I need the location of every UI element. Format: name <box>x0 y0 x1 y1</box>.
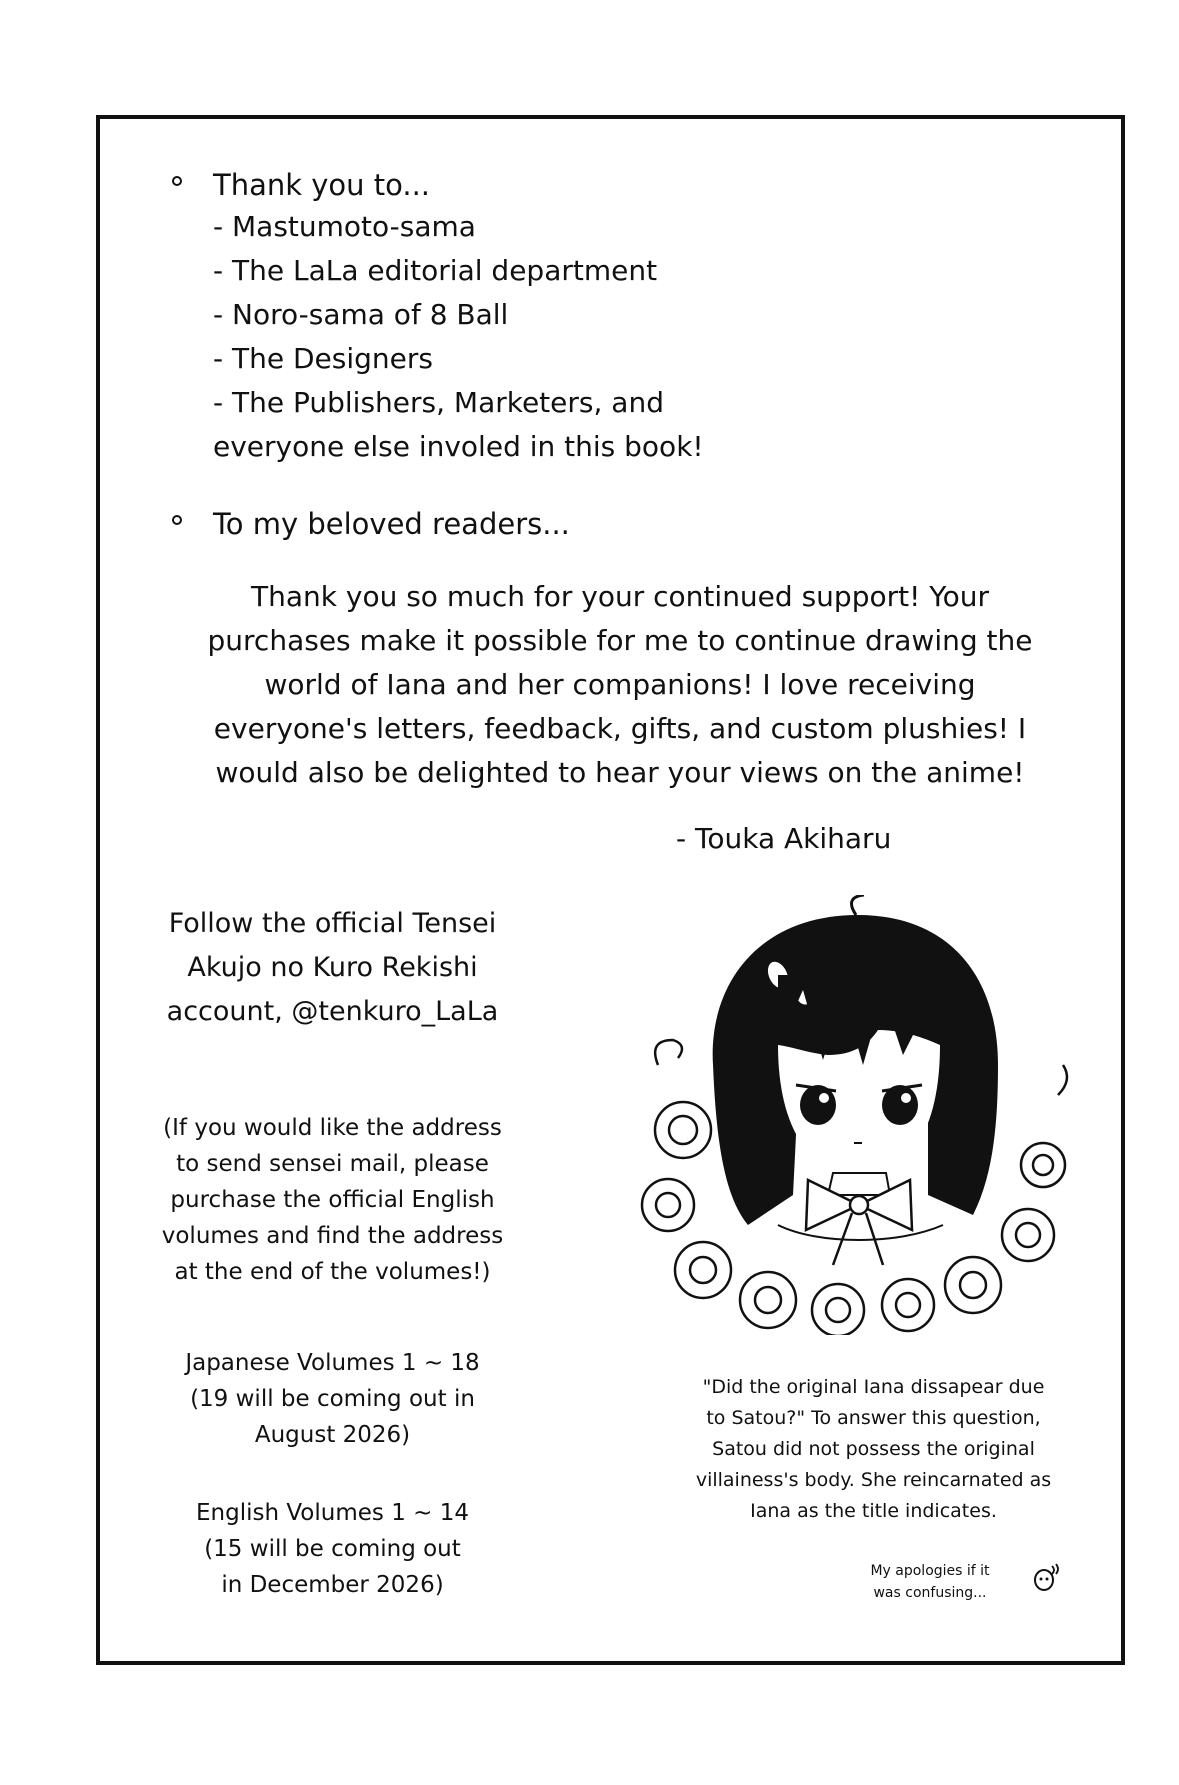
bullet-icon <box>172 176 182 186</box>
message-line: everyone's letters, feedback, gifts, and custom plushies! I <box>213 712 1027 745</box>
readers-heading: To my beloved readers... <box>213 507 570 541</box>
jp-line: (19 will be coming out in <box>190 1386 475 1412</box>
caption-line: Iana as the title indicates. <box>750 1500 997 1522</box>
follow-line: account, @tenkuro_LaLa <box>166 996 499 1027</box>
mail-line: purchase the official English <box>170 1187 495 1213</box>
credit-item: - The Publishers, Marketers, and <box>213 386 664 419</box>
readers-message <box>140 575 1100 795</box>
mail-line: volumes and find the address <box>161 1223 504 1249</box>
jp-line: Japanese Volumes 1 ~ 18 <box>185 1350 480 1376</box>
follow-line: Follow the official Tensei <box>168 908 497 939</box>
thanks-heading: Thank you to... <box>213 168 431 202</box>
sweat-doodle-icon <box>1030 1560 1062 1594</box>
follow-line: Akujo no Kuro Rekishi <box>187 952 478 983</box>
caption-line: Satou did not possess the original <box>712 1438 1035 1460</box>
credit-item: everyone else involed in this book! <box>213 430 704 463</box>
jp-line: August 2026) <box>254 1422 411 1448</box>
en-line: in December 2026) <box>221 1572 444 1598</box>
credit-item: - Noro-sama of 8 Ball <box>213 298 509 331</box>
message-line: purchases make it possible for me to continue drawing the <box>207 624 1033 657</box>
bullet-icon <box>172 515 182 525</box>
en-line: English Volumes 1 ~ 14 <box>196 1500 469 1526</box>
apology-note <box>850 1560 1010 1604</box>
follow-account <box>140 902 525 1034</box>
english-volumes <box>140 1495 525 1603</box>
apology-line: was confusing... <box>873 1585 987 1601</box>
credit-item: - Mastumoto-sama <box>213 210 476 243</box>
credits-list <box>213 205 704 469</box>
credit-item: - The LaLa editorial department <box>213 254 658 287</box>
credit-item: - The Designers <box>213 342 433 375</box>
message-line: would also be delighted to hear your views on the anime! <box>215 756 1025 789</box>
apology-line: My apologies if it <box>870 1563 990 1579</box>
author-signature: - Touka Akiharu <box>676 822 892 855</box>
caption-line: villainess's body. She reincarnated as <box>695 1469 1052 1491</box>
caption-line: "Did the original Iana dissapear due <box>702 1376 1045 1398</box>
japanese-volumes <box>140 1345 525 1453</box>
en-line: (15 will be coming out <box>204 1536 461 1562</box>
illustration-caption <box>666 1372 1081 1527</box>
mail-note <box>140 1110 525 1290</box>
mail-line: to send sensei mail, please <box>176 1151 489 1177</box>
mail-line: at the end of the volumes!) <box>174 1259 491 1285</box>
message-line: world of Iana and her companions! I love receiving <box>264 668 976 701</box>
message-line: Thank you so much for your continued support! Your <box>251 580 989 613</box>
caption-line: to Satou?" To answer this question, <box>706 1407 1041 1429</box>
mail-line: (If you would like the address <box>163 1115 502 1141</box>
chibi-girl-illustration <box>628 895 1078 1335</box>
